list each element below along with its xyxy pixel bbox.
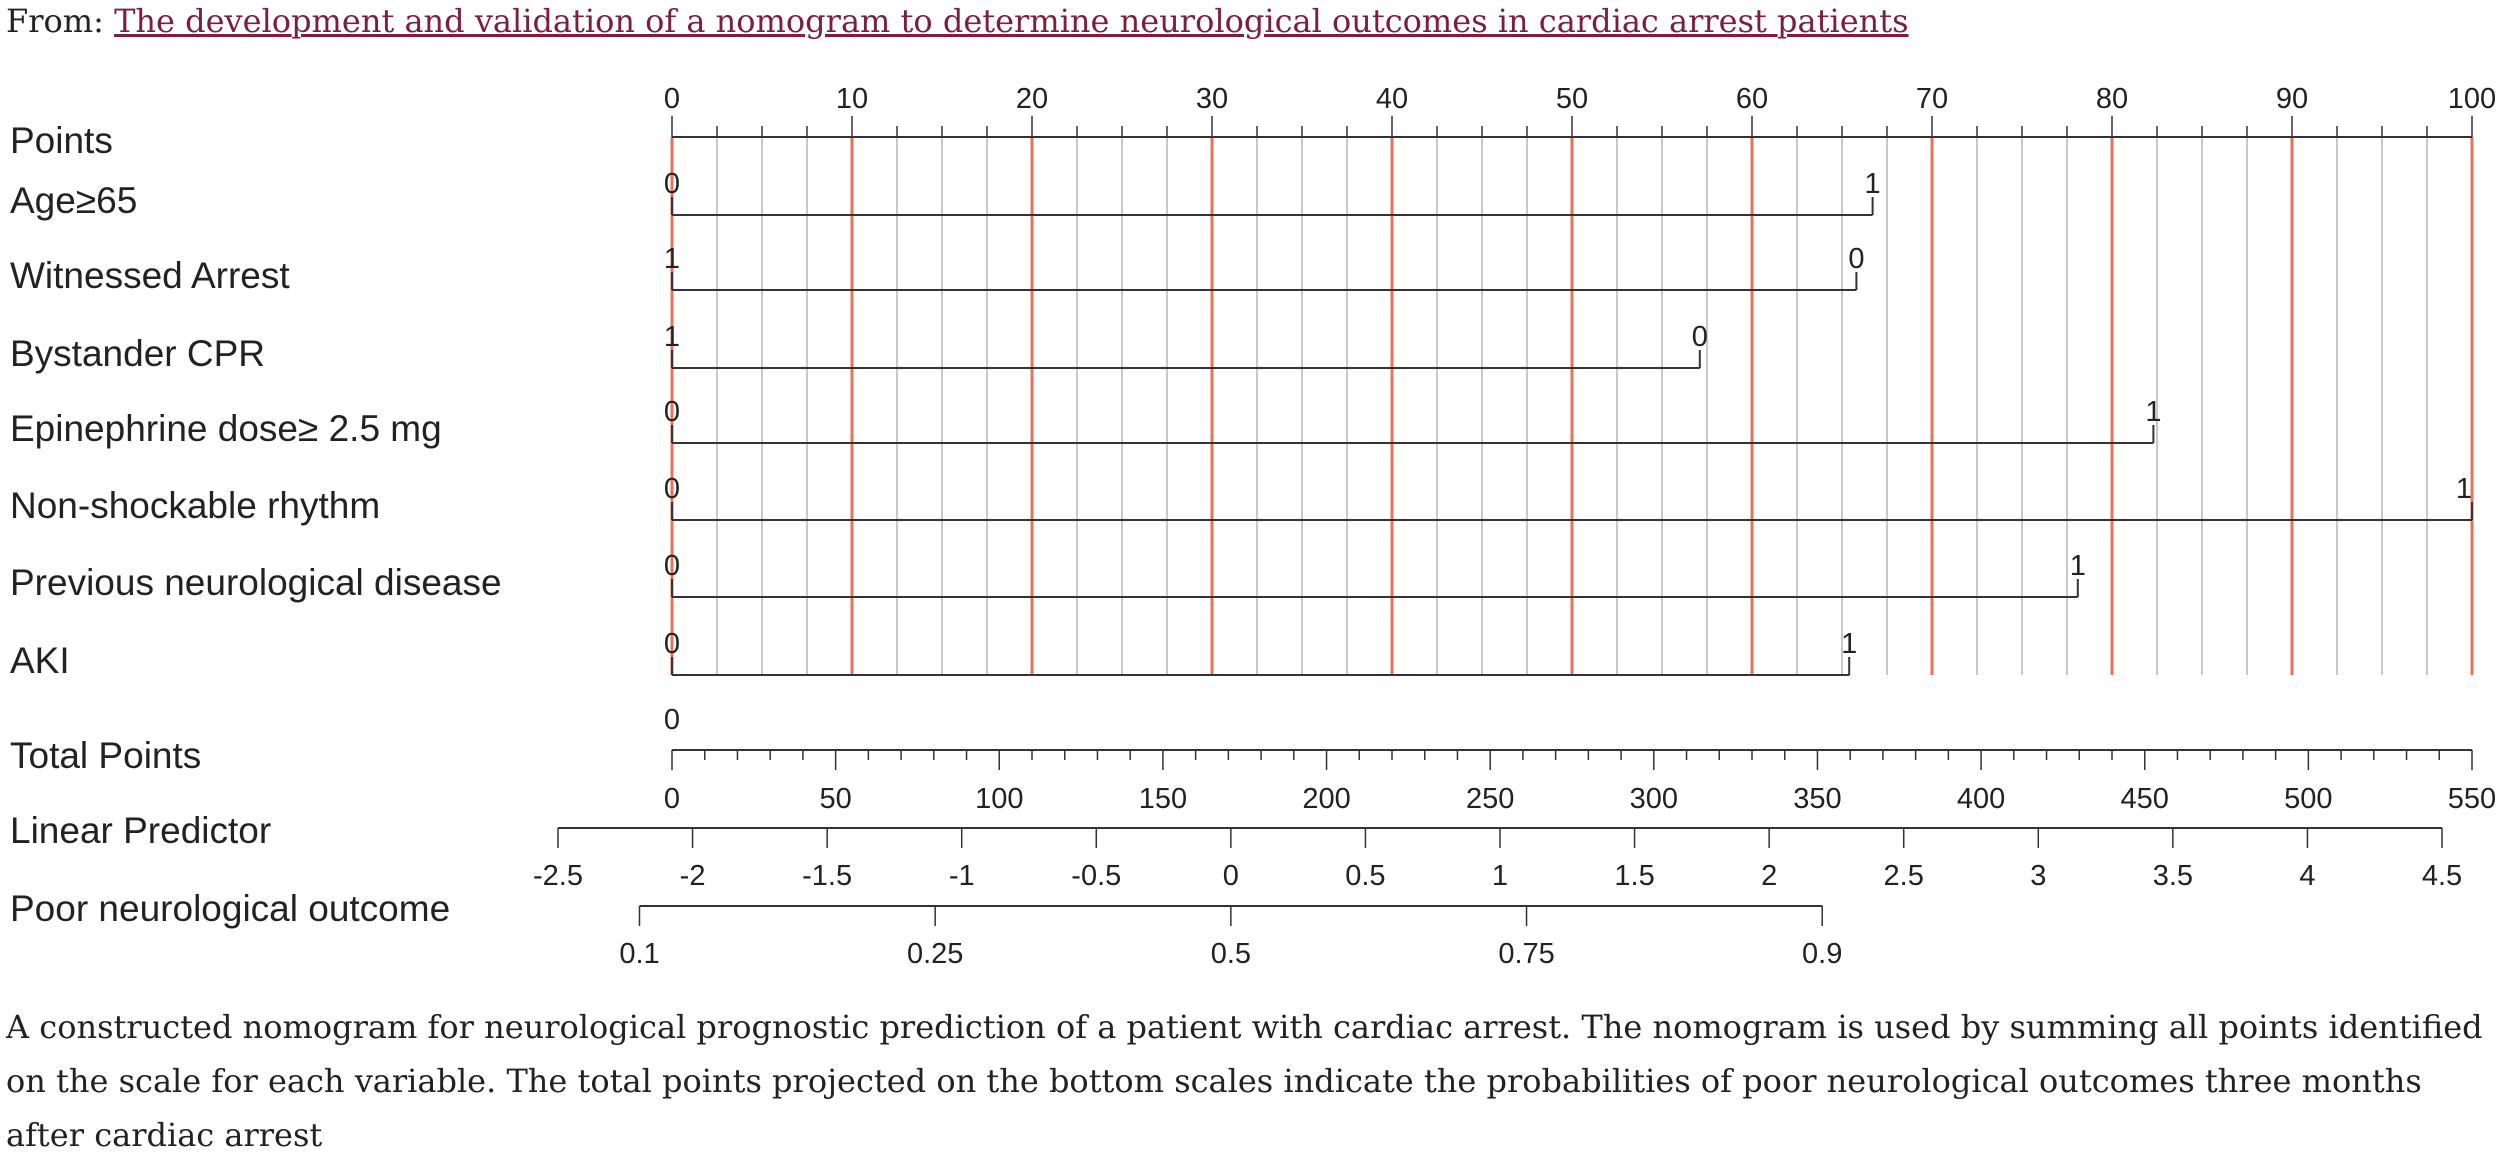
level-label: 1 [2069,550,2086,582]
points-row-label: Points [10,120,113,161]
variable-label: Witnessed Arrest [10,255,290,296]
total-points-tick-label: 450 [2120,783,2169,815]
total-points-start-label: 0 [663,704,681,736]
outcome-label: Poor neurological outcome [10,888,451,929]
article-title-link[interactable]: The development and validation of a nomogram to determine neurological outcomes in cardiac arrest patients [114,2,1909,40]
level-label: 0 [663,396,681,428]
total-points-tick-label: 0 [663,783,681,815]
from-label: From: [6,2,104,40]
figure-caption: A constructed nomogram for neurological prognostic prediction of a patient with cardiac arrest. The nomogram is used by summing all points identified on the scale for each variable. The total points projected on the bottom scales indicate the probabilities of poor neurological outcomes three months after cardiac arrest [6,1008,2483,1154]
variable-label: Non-shockable rhythm [10,485,381,526]
points-tick-label: 50 [1555,83,1589,115]
points-tick-label: 90 [2275,83,2309,115]
linear-predictor-tick-label: -1 [948,860,975,892]
linear-predictor-tick-label: 0.5 [1345,860,1386,892]
total-points-label: Total Points [10,735,202,776]
grid-lines [672,137,2472,675]
level-label: 0 [663,168,681,200]
linear-predictor-tick-label: -0.5 [1071,860,1122,892]
variable-label: Bystander CPR [10,333,265,374]
linear-predictor-tick-label: 1.5 [1614,860,1655,892]
points-tick-label: 40 [1375,83,1409,115]
outcome-tick-label: 0.5 [1210,938,1252,970]
total-points-tick-label: 400 [1956,783,2006,815]
level-label: 1 [2455,473,2472,505]
points-tick-label: 60 [1735,83,1769,115]
linear-predictor-tick-label: 3 [2030,860,2047,892]
linear-predictor-tick-label: -2 [679,860,706,892]
linear-predictor-tick-label: 2 [1761,860,1778,892]
points-tick-label: 10 [835,83,869,115]
points-tick-label: 70 [1915,83,1949,115]
variable-label: AKI [10,640,70,681]
total-points-tick-label: 550 [2447,783,2497,815]
variable-label: Epinephrine dose≥ 2.5 mg [10,408,442,449]
level-label: 1 [1864,168,1881,200]
linear-predictor-tick-label: 3.5 [2152,860,2194,892]
level-label: 1 [663,243,681,275]
total-points-tick-label: 250 [1465,783,1515,815]
total-points-tick-label: 500 [2284,783,2333,815]
linear-predictor-tick-label: 0 [1222,860,1239,892]
level-label: 0 [1691,321,1708,353]
points-tick-label: 100 [2447,83,2497,115]
points-tick-label: 0 [663,83,681,115]
variable-label: Age≥65 [10,180,138,221]
level-label: 0 [663,550,681,582]
total-points-tick-label: 150 [1138,783,1188,815]
level-label: 0 [1848,243,1865,275]
level-label: 1 [663,321,681,353]
level-label: 0 [663,473,681,505]
linear-predictor-tick-label: -2.5 [533,860,583,892]
outcome-tick-label: 0.25 [906,938,964,970]
outcome-tick-label: 0.1 [619,938,660,970]
total-points-tick-label: 100 [975,783,1024,815]
linear-predictor-tick-label: 4 [2299,860,2316,892]
outcome-tick-label: 0.9 [1802,938,1843,970]
nomogram-rows [10,120,2472,929]
level-label: 1 [2145,396,2162,428]
total-points-tick-label: 200 [1302,783,1351,815]
outcome-tick-label: 0.75 [1498,938,1555,970]
level-label: 1 [1841,628,1858,660]
points-tick-label: 30 [1195,83,1229,115]
total-points-tick-label: 50 [819,783,852,815]
linear-predictor-label: Linear Predictor [10,810,272,851]
linear-predictor-tick-label: 2.5 [1883,860,1924,892]
linear-predictor-tick-label: 1 [1491,860,1509,892]
level-label: 0 [663,628,681,660]
points-tick-label: 20 [1015,83,1049,115]
variable-label: Previous neurological disease [10,562,502,603]
points-tick-label: 80 [2095,83,2129,115]
total-points-tick-label: 300 [1629,783,1679,815]
linear-predictor-tick-label: -1.5 [802,860,853,892]
linear-predictor-tick-label: 4.5 [2421,860,2463,892]
total-points-tick-label: 350 [1793,783,1842,815]
